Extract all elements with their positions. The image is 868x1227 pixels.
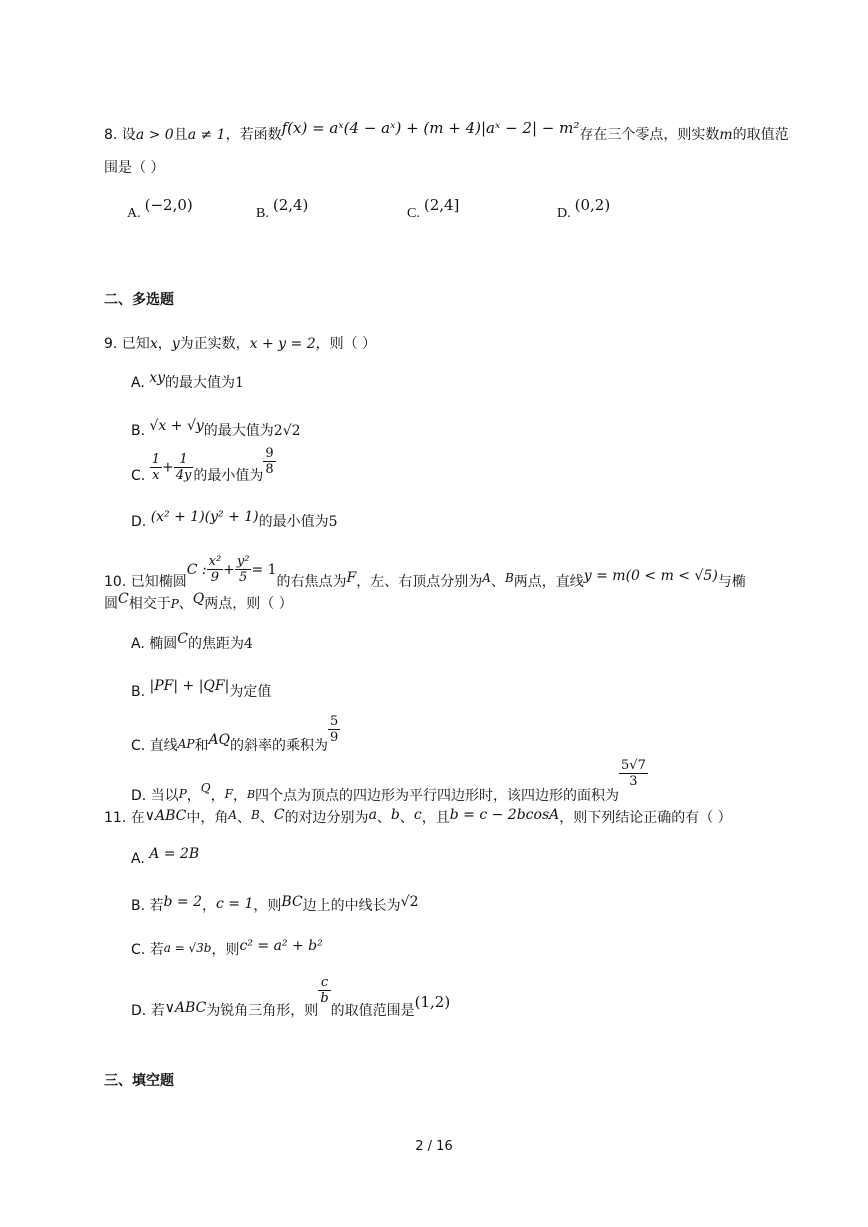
q9-var-x: x (149, 336, 158, 352)
q11d-value: (1,2) (414, 992, 451, 1011)
q11-b: b (390, 807, 400, 823)
q9b-text: 的最大值为 (203, 423, 274, 439)
q9a-text: 的最大值为 (165, 375, 236, 391)
q10-plus: + (223, 561, 235, 578)
q11-text: 的对边分别为 (284, 810, 369, 826)
q11-text: 、 (259, 810, 274, 826)
q10-option-b (131, 678, 272, 702)
q9-text: ， (157, 336, 172, 352)
frac-den: 5 (239, 570, 248, 585)
q11b-text: 边上的中线长为 (302, 898, 401, 914)
q11b-value: √2 (400, 894, 419, 910)
frac-num: c (318, 975, 330, 991)
frac-den: 3 (629, 774, 638, 789)
q11d-frac (318, 975, 330, 1006)
option-label: B. (131, 423, 146, 439)
q11-B: B (251, 808, 260, 822)
q11-text: 11. 在 (104, 810, 145, 826)
q10-frac-x (207, 554, 224, 585)
q10-A: A (482, 570, 491, 585)
section-title-multi-choice: 二、多选题 (104, 292, 174, 308)
q10d-P: P (178, 786, 187, 801)
q9-option-b (131, 418, 301, 441)
q10c-AQ: AQ (208, 731, 231, 748)
q10d-value (619, 758, 648, 789)
q10d-text: 当以 (150, 787, 179, 804)
frac-num: 9 (265, 446, 274, 461)
q10a-value: 4 (243, 636, 253, 652)
q8-var-m: m (719, 127, 733, 143)
q11-triangle: ∨ABC (144, 808, 187, 824)
q9b-value: 2√2 (273, 423, 301, 439)
q10-text: 两点，则（ ） (204, 596, 293, 612)
frac-num: x² (208, 554, 222, 569)
q10a-C: C (177, 631, 188, 647)
frac-num: 1 (174, 452, 194, 468)
q10d-F: F (224, 786, 233, 801)
q10-text: 两点，直线 (513, 573, 584, 590)
q10b-expr: |PF| + |QF| (149, 678, 230, 694)
q11-condition: b = c − 2bcosA (449, 807, 560, 823)
q9d-value: 5 (328, 514, 338, 530)
q8-stem-line2: 围是（ ） (104, 160, 165, 176)
q10-text: 的右焦点为 (276, 573, 347, 590)
q11b-text: ， (202, 898, 217, 914)
q9a-value: 1 (235, 375, 244, 391)
option-label: B. (131, 898, 146, 914)
q11-stem (104, 808, 732, 828)
q10-text: 相交于 (128, 596, 171, 612)
q11-text: 、 (237, 810, 252, 826)
option-label: C. (131, 737, 146, 754)
q10-text: 、 (490, 573, 505, 590)
q11-option-a (131, 846, 200, 869)
frac-den: 8 (265, 462, 274, 477)
option-label: D. (131, 1002, 147, 1019)
q11c-text: 若 (149, 942, 164, 958)
option-label: D. (131, 787, 147, 804)
option-label: C. (131, 942, 146, 958)
q10-F: F (346, 569, 357, 586)
q10a-text: 椭圆 (149, 636, 178, 652)
q11-text: 、 (399, 810, 414, 826)
q11-option-d (131, 973, 451, 1019)
q11-A: A (228, 808, 238, 822)
option-label: A. (131, 636, 145, 652)
q10b-text: 为定值 (229, 684, 272, 700)
frac-den: b (320, 991, 329, 1006)
q8-cond1: a > 0 (135, 127, 174, 143)
q10d-text: ， (210, 787, 225, 804)
q10d-Q: Q (200, 780, 211, 795)
q10c-value (328, 714, 340, 745)
q10d-B: B (246, 787, 256, 801)
q10-option-a (131, 631, 253, 654)
option-label: A. (131, 851, 145, 867)
q10c-AP: AP (177, 736, 195, 751)
q10d-text: 四个点为顶点的四边形为平行四边形时，该四边形的面积为 (255, 787, 620, 804)
q10c-text: 的斜率的乘积为 (230, 737, 329, 754)
q10-text: 10. 已知椭圆 (104, 573, 187, 590)
q10-text: 圆 (104, 596, 118, 612)
q11d-text: 的取值范围是 (330, 1002, 415, 1019)
q10-frac-y (235, 554, 252, 585)
q9c-text: 的最小值为 (193, 467, 264, 484)
q11-option-c (131, 940, 323, 960)
frac-num: 5 (330, 714, 339, 729)
q10-Q: Q (192, 591, 205, 607)
q10-eq: = 1 (251, 561, 277, 578)
q11c-cond: a = √3b (163, 941, 212, 955)
q11-text: 、 (376, 810, 391, 826)
q10-stem-line2 (104, 591, 293, 614)
q10-text: ，左、右顶点分别为 (356, 573, 483, 590)
q9-option-c (131, 446, 276, 484)
q10a-text: 的焦距为 (187, 636, 244, 652)
q9c-plus: + (161, 459, 174, 476)
q10-stem-line1 (104, 554, 746, 590)
q11-text: 中，角 (186, 810, 229, 826)
q10d-text: ， (232, 787, 247, 804)
q8-text: 且 (173, 127, 188, 143)
q9d-expr: (x² + 1)(y² + 1) (150, 509, 259, 525)
q9-text: ，则（ ） (315, 336, 377, 352)
q11-option-b (131, 896, 419, 916)
q9d-text: 的最小值为 (258, 514, 329, 530)
frac-den: 9 (210, 570, 220, 585)
page-number: 2 / 16 (415, 1139, 453, 1154)
q9c-frac1 (150, 452, 162, 483)
q8-text: 8. 设 (104, 127, 136, 143)
q10d-text: ， (186, 787, 201, 804)
q9a-expr: xy (149, 370, 166, 386)
q11-text: ，则下列结论正确的有（ ） (559, 810, 732, 826)
q8-option-c: C. (2,4] (407, 196, 460, 221)
q10-C: C (118, 591, 129, 607)
q11-C: C (273, 807, 285, 823)
q10-P: P (170, 597, 179, 611)
q8-stem-line1 (104, 119, 789, 145)
q11b-cond1: b = 2 (163, 894, 203, 910)
frac-num: 5√7 (621, 758, 646, 773)
q10-option-c (131, 712, 340, 754)
q11b-BC: BC (281, 894, 303, 910)
q11-text: ，且 (421, 810, 450, 826)
q9-text: 9. 已知 (104, 336, 150, 352)
q10-option-d (131, 758, 648, 804)
q8-text: 的取值范 (732, 127, 789, 143)
q8-option-b: B. (2,4) (256, 196, 309, 221)
q8-function: f(x) = aˣ(4 − aˣ) + (m + 4)|aˣ − 2| − m² (281, 119, 580, 137)
q9-condition: x + y = 2 (249, 336, 316, 352)
q11d-text: 若 (150, 1002, 165, 1019)
q10-text: 、 (178, 596, 193, 612)
q9-option-a (131, 370, 244, 393)
option-label: C. (131, 467, 146, 484)
q9b-expr: √x + √y (149, 418, 204, 434)
section-title-fill-in: 三、填空题 (104, 1073, 174, 1089)
q9-option-d (131, 509, 338, 532)
q10c-text: 直线 (149, 737, 178, 754)
option-label: D. (131, 514, 147, 530)
q11b-text: ，则 (253, 898, 282, 914)
q9-var-y: y (171, 336, 180, 352)
q8-option-d: D. (0,2) (557, 196, 611, 221)
q10-text: 与椭 (717, 573, 746, 590)
q11a-expr: A = 2B (149, 846, 200, 862)
q8-text: 存在三个零点，则实数 (579, 127, 720, 143)
q11c-text: ，则 (211, 942, 240, 958)
q9-text: 为正实数， (179, 336, 250, 352)
option-label: A. (131, 375, 145, 391)
q10c-text: 和 (194, 737, 209, 754)
q9-stem (104, 334, 376, 354)
q11d-text: 为锐角三角形，则 (206, 1002, 319, 1019)
q11d-triangle: ∨ABC (164, 999, 207, 1016)
q11-c: c (413, 807, 422, 823)
frac-den: x (152, 468, 160, 483)
q9c-frac2 (174, 452, 194, 483)
q11c-result: c² = a² + b² (239, 938, 323, 954)
q9c-value (263, 446, 275, 477)
option-label: B. (131, 684, 146, 700)
q8-text: ，若函数 (225, 127, 282, 143)
frac-num: 1 (151, 452, 160, 467)
q8-cond2: a ≠ 1 (187, 127, 226, 143)
frac-num: y² (236, 554, 250, 569)
q11-a: a (368, 807, 377, 823)
q11b-cond2: c = 1 (216, 896, 254, 912)
q10-ellipse-name: C : (186, 561, 207, 578)
q8-option-a: A. (−2,0) (127, 196, 193, 221)
frac-den: 4y (175, 468, 192, 483)
q10-line-eq: y = m(0 < m < √5) (583, 567, 718, 584)
q11b-text: 若 (149, 898, 164, 914)
frac-den: 9 (330, 730, 339, 745)
q10-B: B (504, 570, 514, 585)
